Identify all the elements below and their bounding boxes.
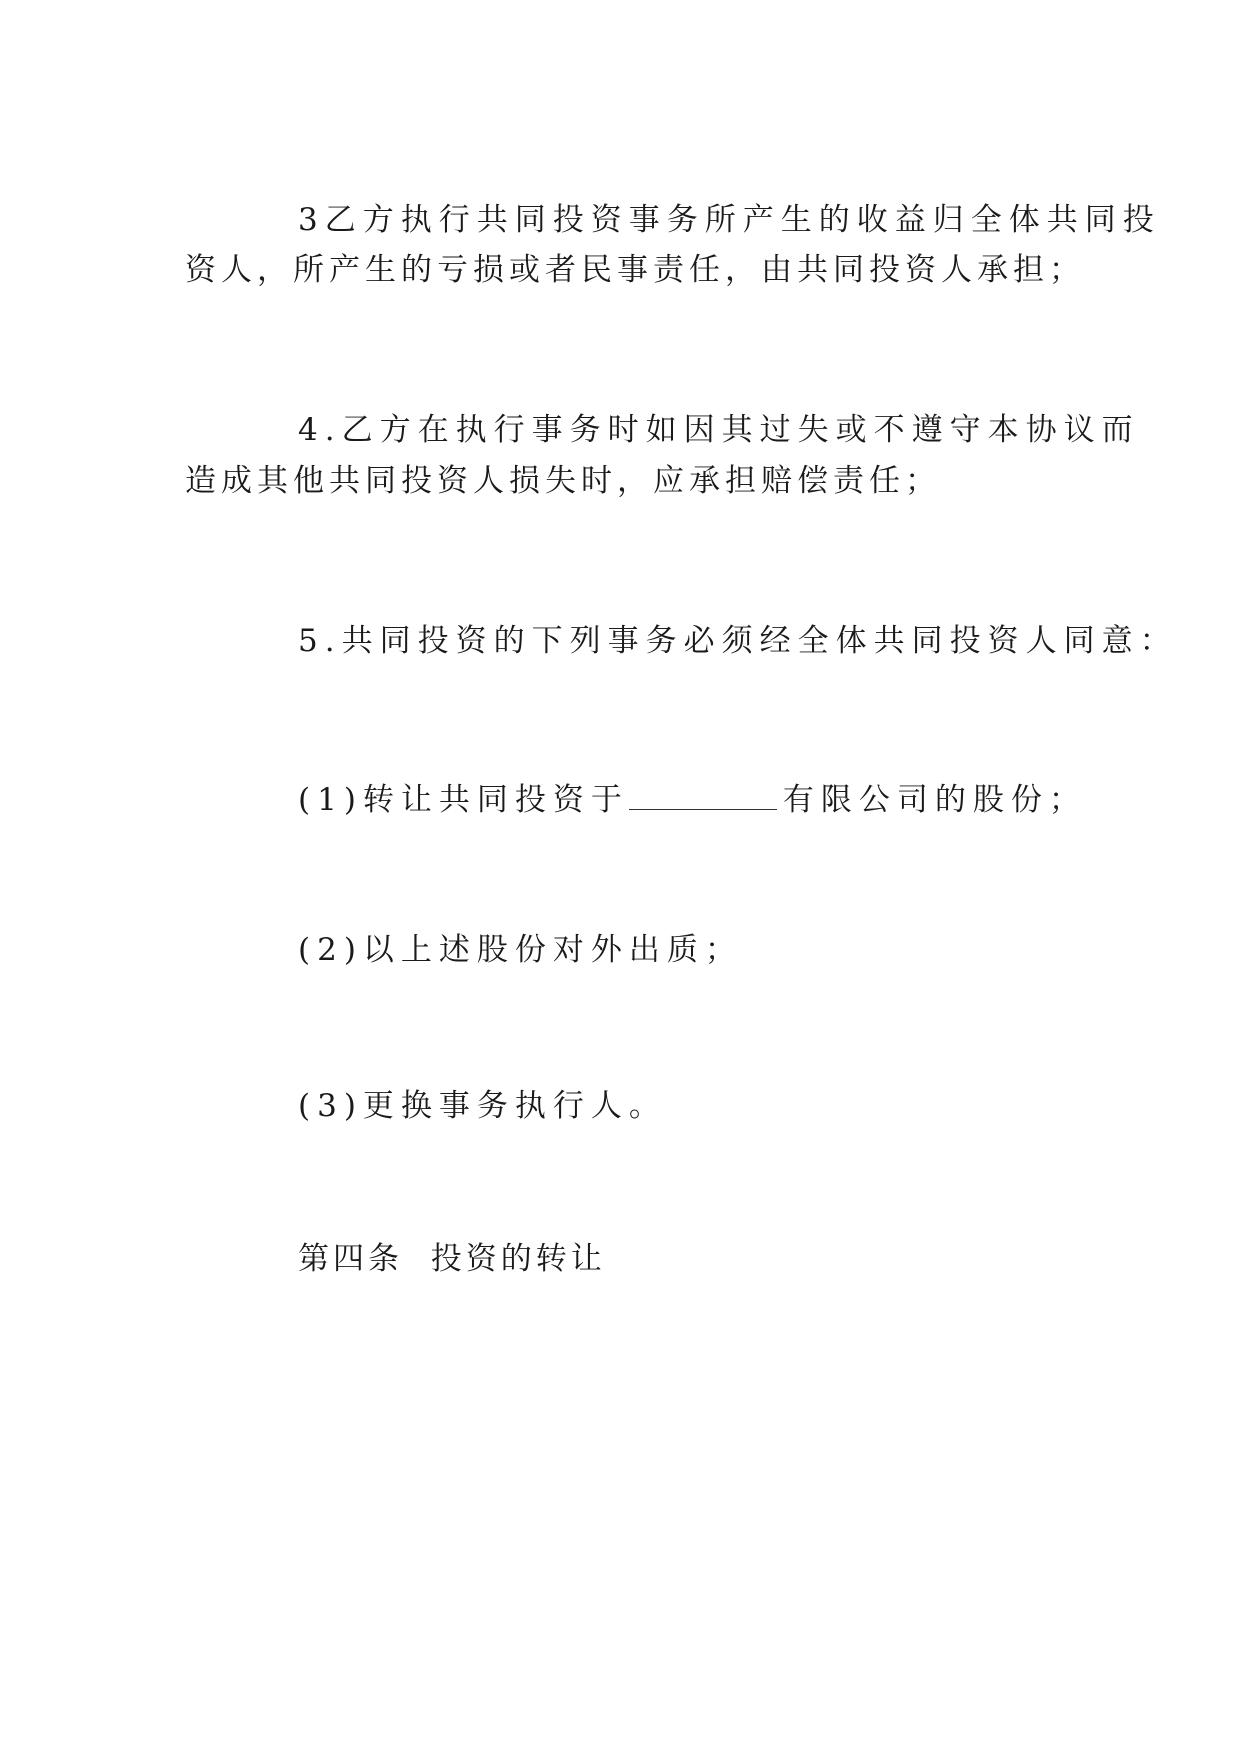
paragraph-5: 5.共同投资的下列事务必须经全体共同投资人同意： bbox=[298, 623, 1178, 659]
list-item-2: (2)以上述股份对外出质； bbox=[298, 932, 743, 968]
list-item-1-prefix: (1)转让共同投资于 bbox=[298, 782, 629, 818]
list-item-1-suffix: 有限公司的股份； bbox=[782, 782, 1087, 818]
list-item-3: (3)更换事务执行人。 bbox=[298, 1088, 667, 1124]
paragraph-3-line-1: 3乙方执行共同投资事务所产生的收益归全体共同投 bbox=[298, 202, 1161, 238]
blank-fill-line bbox=[629, 781, 777, 810]
paragraph-3-line-2: 资人，所产生的亏损或者民事责任，由共同投资人承担； bbox=[185, 252, 1085, 288]
article-4-heading: 第四条 投资的转让 bbox=[298, 1241, 606, 1277]
paragraph-4-line-1: 4.乙方在执行事务时如因其过失或不遵守本协议而 bbox=[298, 412, 1140, 448]
list-item-1 bbox=[298, 780, 1087, 820]
paragraph-4-line-2: 造成其他共同投资人损失时，应承担赔偿责任； bbox=[185, 463, 941, 499]
